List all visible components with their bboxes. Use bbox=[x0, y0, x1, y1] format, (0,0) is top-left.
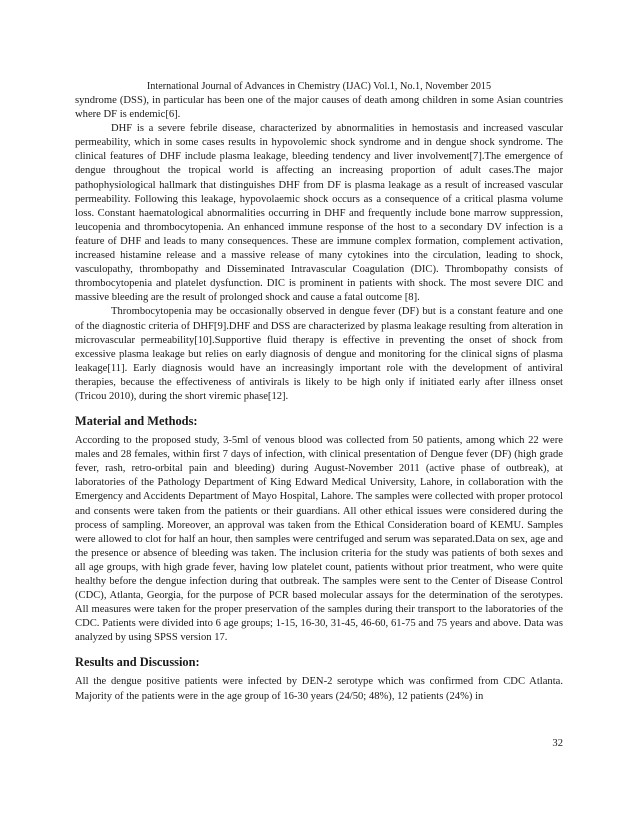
page-body bbox=[75, 94, 563, 704]
paragraph-methods: According to the proposed study, 3-5ml of venous blood was collected from 50 patients, among which 22 were males and 28 females, within first 7 days of infection, with clinical presentation of Dengue fever (DF) (high grade fever, rash, retro-orbital pain and bleeding) during August-November 2011 (active phase of outbreak), at laboratories of the Pathology Department of King Edward Medical University, Lahore, in collaboration with the Emergency and Accidents Department of Mayo Hospital, Lahore. The samples were collected with proper protocol and consents were taken from the patients or their guardians. All other ethical issues were considered during the process of sampling. Moreover, an approval was taken from the Ethical Consideration board of KEMU. Samples were allowed to clot for half an hour, then samples were centrifuged and serum was separated.Data on sex, age and the presence or absence of bleeding was taken. The inclusion criteria for the study was patients of both sexes and all age groups, with high grade fever, having low platelet count, patients without prior treatment, who were quite healthy before the dengue infection during that outbreak. The samples were sent to the Center of Disease Control (CDC), Atlanta, Georgia, for the purpose of PCR based molecular assays for the determination of the serotypes. All measures were taken for the proper preservation of the samples during their transport to the laboratories of the CDC. Patients were divided into 6 age groups; 1-15, 16-30, 31-45, 46-60, 61-75 and 75 years and above. Data was analyzed by using SPSS version 17. bbox=[75, 435, 563, 644]
section-heading-methods: Material and Methods: bbox=[75, 414, 198, 429]
running-header: International Journal of Advances in Chemistry (IJAC) Vol.1, No.1, November 2015 bbox=[146, 81, 492, 92]
paragraph-results: All the dengue positive patients were infected by DEN-2 serotype which was confirmed from CDC Atlanta. Majority of the patients were in the age group of 16-30 years (24/50; 48%), 12 patients (24%) in bbox=[75, 676, 563, 702]
section-heading-results: Results and Discussion: bbox=[75, 655, 200, 670]
paragraph-dhf-description: DHF is a severe febrile disease, characterized by abnormalities in hemostasis and increased vascular permeability, which in some cases results in hypovolemic shock syndrome and in dengue shock syndrome. The clinical features of DHF include plasma leakage, bleeding tendency and liver involvement[7].The emergence of dengue throughout the tropical world is affecting an increasing proportion of adult cases.The major pathophysiological hallmark that distinguishes DHF from DF is plasma leakage as a result of increased vascular permeability. Following this leakage, hypovolaemic shock occurs as a consequence of a critical plasma volume loss. Constant haematological abnormalities occurring in DHF and frequently include bone marrow suppression, leucopenia and thrombocytopenia. An enhanced immune response of the host to a secondary DV infection is a feature of DHF and leads to many consequences. These are immune complex formation, complement activation, increased histamine release and a massive release of many cytokines into the circulation, leading to shock, vasculopathy, thrombopathy and Disseminated Intravascular Coagulation (DIC). Thrombopathy consists of thrombocytopenia and platelet dysfunction. DIC is prominent in patients with shock. The most severe DIC and massive bleeding are the result of prolonged shock and cause a fatal outcome [8]. bbox=[75, 123, 563, 304]
page-number: 32 bbox=[552, 738, 563, 749]
paragraph-thrombocytopenia: Thrombocytopenia may be occasionally observed in dengue fever (DF) but is a constant feature and one of the diagnostic criteria of DHF[9].DHF and DSS are characterized by plasma leakage resulting from alteration in microvascular permeability[10].Supportive fluid therapy is effective in preventing the onset of shock from excessive plasma leakage but relies on early diagnosis of dengue and monitoring for the clinical signs of plasma leakage[11]. Early diagnosis would have an increasingly important role with the development of antiviral therapies, because the effectiveness of antivirals is likely to be high only if initiated early after illness onset (Tricou 2010), during the short viremic phase[12]. bbox=[75, 306, 563, 402]
paragraph-continuation: syndrome (DSS), in particular has been one of the major causes of death among children in some Asian countries where DF is endemic[6]. bbox=[75, 95, 563, 121]
